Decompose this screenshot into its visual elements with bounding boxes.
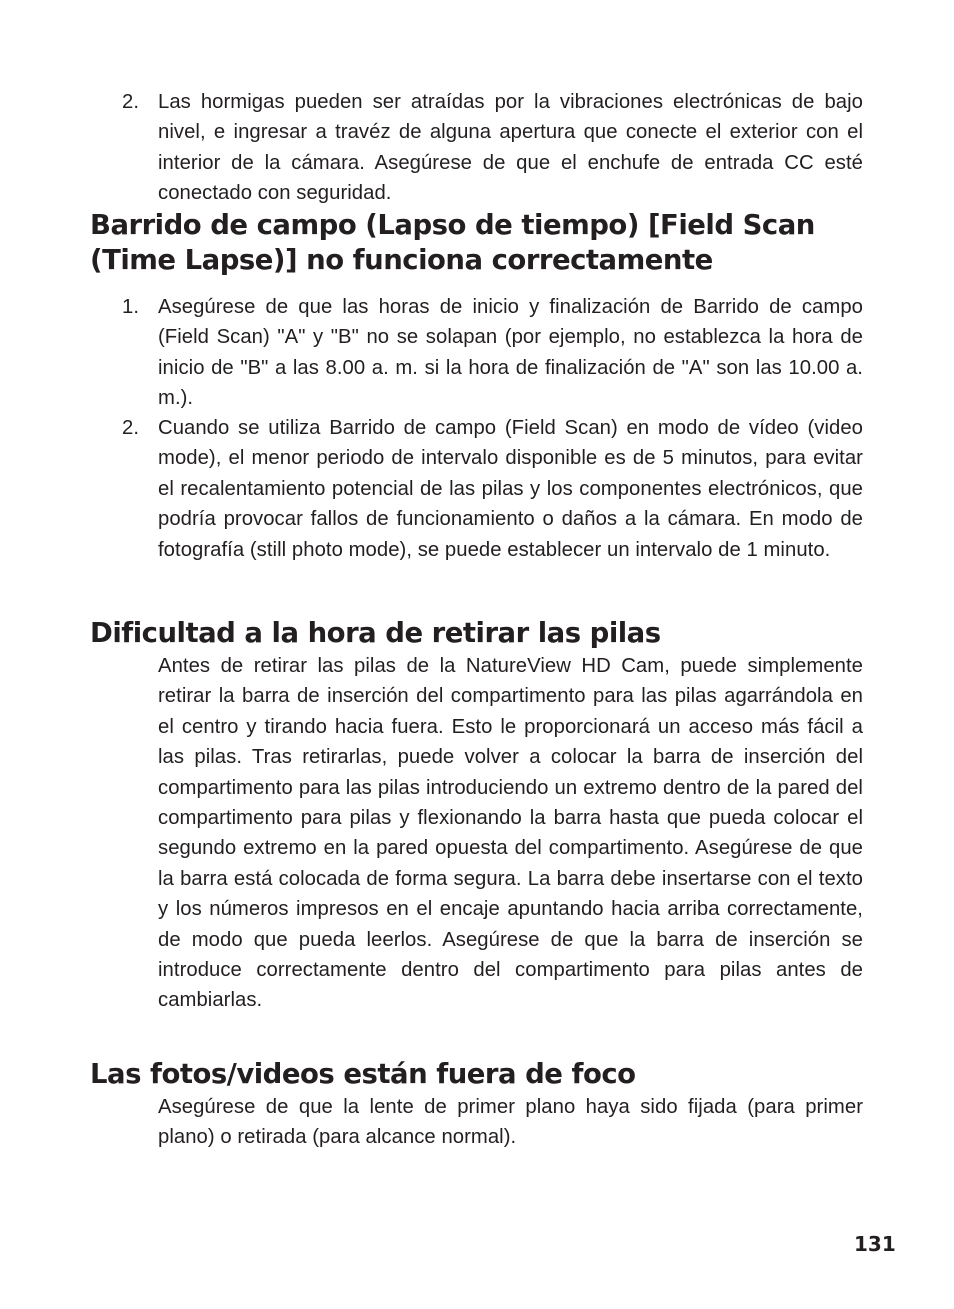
- batteries-paragraph: Antes de retirar las pilas de la NatureView HD Cam, puede simplemente retirar la barra de inserción del compartimento para las pilas agarrándola en el centro y tirando hacia fuera. Esto le proporcionará un acceso más fácil a las pilas. Tras retirarlas, puede volver a colocar la barra de inserción del compartimento para las pilas introduciendo un extremo dentro de la pared del compartimento para pilas y flexionando la barra hasta que pueda colocar el segundo extremo en la pared opuesta del compartimento. Asegúrese de que la barra está colocada de forma segura. La barra debe insertarse con el texto y los números impresos en el encaje apuntando hacia arriba correctamente, de modo que pueda leerlos. Asegúrese de que la barra de inserción se introduce correctamente dentro del compartimento para pilas antes de cambiarlas.: [158, 655, 863, 1012]
- focus-paragraph: Asegúrese de que la lente de primer plano haya sido fijada (para primer plano) o retirada (para alcance normal).: [158, 1096, 863, 1149]
- list-number: 2.: [122, 91, 140, 113]
- list-text: Las hormigas pueden ser atraídas por la vibraciones electrónicas de bajo nivel, e ingresar a travéz de alguna apertura que conecte el exterior con el interior de la cámara. Asegúrese de que el enchufe de entrada CC esté conectado con seguridad.: [158, 91, 863, 205]
- page-number: 131: [854, 1232, 896, 1256]
- list-text: Cuando se utiliza Barrido de campo (Field Scan) en modo de vídeo (video mode), el menor periodo de intervalo disponible es de 5 minutos, para evitar el recalentamiento potencial de las pilas y los componentes electrónicos, que podría provocar fallos de funcionamiento o daños a la cámara. En modo de fotografía (still photo mode), se puede establecer un intervalo de 1 minuto.: [158, 417, 863, 561]
- list-text: Asegúrese de que las horas de inicio y finalización de Barrido de campo (Field Scan) "A" y "B" no se solapan (por ejemplo, no establezca la hora de inicio de "B" a las 8.00 a. m. si la hora de finalización de "A" son las 10.00 a. m.).: [158, 296, 863, 410]
- list-number: 2.: [122, 417, 140, 439]
- field-scan-list-item-1: [122, 292, 863, 414]
- list-number: 1.: [122, 296, 140, 318]
- ants-list-item: [122, 87, 863, 209]
- section-heading-focus: Las fotos/videos están fuera de foco: [90, 1058, 636, 1090]
- section-heading-field-scan: Barrido de campo (Lapso de tiempo) [Field Scan (Time Lapse)] no funciona correctamente: [90, 209, 815, 276]
- section-heading-batteries: Dificultad a la hora de retirar las pilas: [90, 617, 661, 649]
- field-scan-list-item-2: [122, 413, 863, 565]
